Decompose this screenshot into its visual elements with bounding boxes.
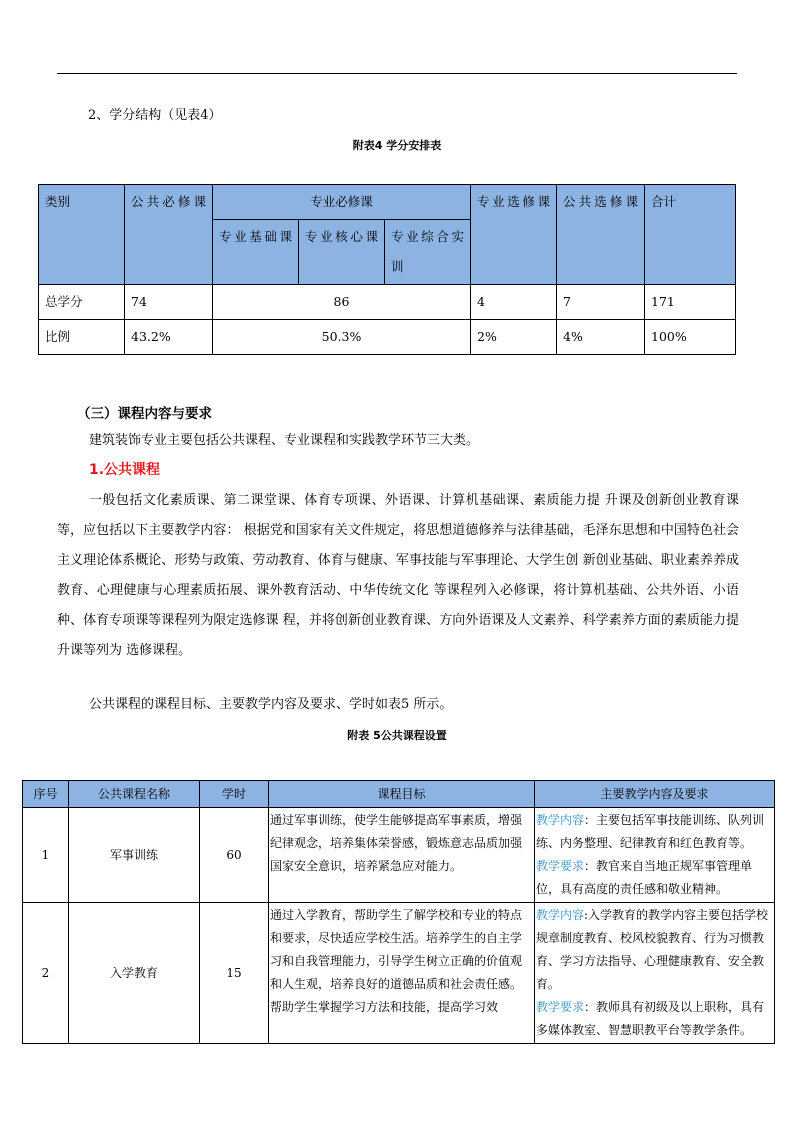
row-label: 总学分 xyxy=(39,285,125,320)
header-goal: 课程目标 xyxy=(269,781,535,808)
requirement-label: 教学要求 xyxy=(536,1000,585,1014)
row-number: 1 xyxy=(23,808,69,903)
header-public-elective: 公共选修课 xyxy=(557,185,645,285)
public-courses-heading: 1.公共课程 xyxy=(89,462,161,478)
header-professional-elective: 专业选修课 xyxy=(471,185,557,285)
table-row xyxy=(23,903,775,1044)
content-label: 教学内容 xyxy=(536,908,585,922)
cell-professional-required: 86 xyxy=(213,285,471,320)
header-rule xyxy=(57,73,737,74)
table5-reference: 公共课程的课程目标、主要教学内容及要求、学时如表5 所示。 xyxy=(89,697,453,712)
content-text: ：主要包括军事技能训练、队列训练、内务整理、纪律教育和红色教育等。 xyxy=(536,813,765,850)
requirement-label: 教学要求 xyxy=(536,859,585,873)
credit-table xyxy=(38,184,736,355)
header-public-required: 公共必修课 xyxy=(125,185,213,285)
header-total: 合计 xyxy=(645,185,736,285)
header-professional-practice: 专业综合实训 xyxy=(385,220,471,285)
row-number: 2 xyxy=(23,903,69,1044)
course-content xyxy=(535,808,775,903)
cell-public-required: 43.2% xyxy=(125,320,213,355)
cell-professional-elective: 4 xyxy=(471,285,557,320)
header-professional-basic: 专业基础课 xyxy=(213,220,299,285)
cell-professional-elective: 2% xyxy=(471,320,557,355)
content-label: 教学内容 xyxy=(536,813,585,827)
cell-public-elective: 7 xyxy=(557,285,645,320)
cell-public-elective: 4% xyxy=(557,320,645,355)
course-content xyxy=(535,903,775,1044)
course-hours: 15 xyxy=(200,903,269,1044)
public-courses-paragraph: 一般包括文化素质课、第二课堂课、体育专项课、外语课、计算机基础课、素质能力提 升课及创新创业教育课等，应包括以下主要教学内容： 根据党和国家有关文件规定，将思想道德修养与法律基础，毛泽东思想和中国特色社会 主义理论体系概论、形势与政策、劳动教育、体育与健康、军事技能与军事理论、大学生创 新创业基础、职业素养养成教育、心理健康与心理素质拓展、课外教育活动、中华传统文化 等课程列入必修课，将计算机基础、公共外语、小语种、体育专项课等课程列为限定选修课 程，并将创新创业教育课、方向外语课及人文素养、科学素养方面的素质能力提升课等列为 选修课程。 xyxy=(57,493,739,658)
cell-professional-required: 50.3% xyxy=(213,320,471,355)
header-category: 类别 xyxy=(39,185,125,285)
header-hours: 学时 xyxy=(200,781,269,808)
cell-public-required: 74 xyxy=(125,285,213,320)
row-label: 比例 xyxy=(39,320,125,355)
cell-total: 100% xyxy=(645,320,736,355)
intro-paragraph: 建筑装饰专业主要包括公共课程、专业课程和实践教学环节三大类。 xyxy=(89,433,480,448)
cell-total: 171 xyxy=(645,285,736,320)
table-row xyxy=(39,285,736,320)
course-goal: 通过军事训练，使学生能够提高军事素质，增强纪律观念，培养集体荣誉感，锻炼意志品质加强国家安全意识，培养紧急应对能力。 xyxy=(269,808,535,903)
header-course-name: 公共课程名称 xyxy=(69,781,200,808)
content-text: :入学教育的教学内容主要包括学校规章制度教育、校风校貌教育、行为习惯教育、学习方法指导、心理健康教育、安全教育。 xyxy=(536,908,769,991)
header-professional-required: 专业必修课 xyxy=(213,185,471,220)
course-hours: 60 xyxy=(200,808,269,903)
table-row xyxy=(23,808,775,903)
table-row xyxy=(39,320,736,355)
section-2-heading: 2、学分结构（见表4） xyxy=(88,108,222,123)
requirement-text: ：教官来自当地正规军事管理单位，具有高度的责任感和敬业精神。 xyxy=(536,859,753,896)
public-course-table xyxy=(22,780,775,1044)
course-goal: 通过入学教育，帮助学生了解学校和专业的特点和要求，尽快适应学校生活。培养学生的自主学习和自我管理能力，引导学生树立正确的价值观和人生观，培养良好的道德品质和社会责任感。帮助学生掌握学习方法和技能，提高学习效 xyxy=(269,903,535,1044)
course-name: 军事训练 xyxy=(69,808,200,903)
table5-title: 附表 5公共课程设置 xyxy=(347,729,447,742)
header-professional-core: 专业核心课 xyxy=(299,220,385,285)
header-content: 主要教学内容及要求 xyxy=(535,781,775,808)
requirement-text: ：教师具有初级及以上职称，具有多媒体教室、智慧职教平台等教学条件。 xyxy=(536,1000,765,1037)
course-name: 入学教育 xyxy=(69,903,200,1044)
section-3-heading: （三）课程内容与要求 xyxy=(77,406,212,422)
table4-title: 附表4 学分安排表 xyxy=(352,139,442,152)
header-no: 序号 xyxy=(23,781,69,808)
